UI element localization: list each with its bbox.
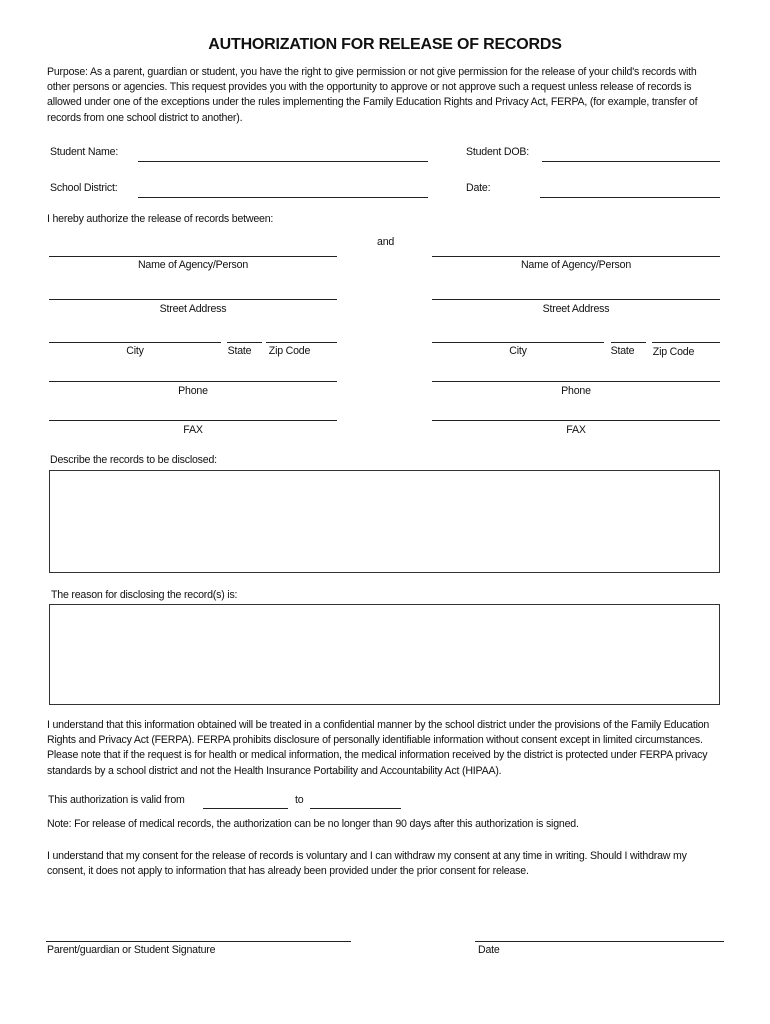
student-dob-label: Student DOB: (466, 146, 529, 158)
school-district-label: School District: (50, 182, 118, 194)
and-text: and (377, 236, 395, 248)
left-name-field[interactable] (49, 256, 337, 257)
right-name-caption: Name of Agency/Person (520, 259, 632, 271)
student-name-field[interactable] (138, 161, 428, 162)
authorize-text: I hereby authorize the release of records between: (47, 213, 274, 225)
valid-from-field[interactable] (203, 808, 288, 809)
left-phone-field[interactable] (49, 381, 337, 382)
signature-date-label: Date (478, 944, 500, 956)
valid-from-label: This authorization is valid from (48, 794, 185, 806)
right-phone-caption: Phone (561, 385, 591, 397)
right-fax-caption: FAX (566, 424, 586, 436)
signature-field[interactable] (46, 941, 351, 942)
right-zip-field[interactable] (652, 342, 720, 343)
left-fax-field[interactable] (49, 420, 337, 421)
right-city-caption: City (509, 345, 527, 357)
purpose-paragraph: Purpose: As a parent, guardian or student, you have the right to give permission or not give permission for the release of your child's records with other persons or agencies. This request provides you with the opportunity to approve or not approve such a request unless release of records is allowed under one of the exceptions under the rules implementing the Family Education Rights and Privacy Act, FERPA, (for example, transfer of records from one school district to another). (47, 66, 698, 124)
left-street-field[interactable] (49, 299, 337, 300)
left-zip-caption: Zip Code (268, 345, 311, 357)
left-city-caption: City (126, 345, 144, 357)
date-field[interactable] (540, 197, 720, 198)
left-zip-field[interactable] (266, 342, 337, 343)
note-text: Note: For release of medical records, the authorization can be no longer than 90 days after this authorization is signed. (47, 818, 579, 830)
school-district-field[interactable] (138, 197, 428, 198)
understand-paragraph-2: I understand that my consent for the release of records is voluntary and I can withdraw my consent at any time in writing. Should I withdraw my consent, it does not apply to information that has already been provided under the prior consent for release. (47, 850, 687, 878)
reason-textarea[interactable] (49, 604, 720, 705)
right-zip-caption: Zip Code (652, 346, 695, 358)
valid-to-label: to (295, 794, 304, 806)
describe-records-textarea[interactable] (49, 470, 720, 573)
right-city-field[interactable] (432, 342, 604, 343)
right-name-field[interactable] (432, 256, 720, 257)
describe-label: Describe the records to be disclosed: (50, 454, 217, 466)
right-fax-field[interactable] (432, 420, 720, 421)
left-city-field[interactable] (49, 342, 221, 343)
right-street-caption: Street Address (542, 303, 610, 315)
right-phone-field[interactable] (432, 381, 720, 382)
signature-date-field[interactable] (475, 941, 724, 942)
right-state-caption: State (610, 345, 635, 357)
understand-paragraph-1: I understand that this information obtained will be treated in a confidential manner by the school district under the provisions of the Family Education Rights and Privacy Act (FERPA). FERPA prohibits disclosure of personally identifiable information without consent except in limited circumstances. Please note that if the request is for health or medical information, the medical information received by the district is protected under FERPA privacy standards by a school district and not the Health Insurance Portability and Accountability Act (HIPAA). (47, 719, 710, 777)
student-name-label: Student Name: (50, 146, 119, 158)
form-title: AUTHORIZATION FOR RELEASE OF RECORDS (208, 36, 562, 53)
left-state-caption: State (227, 345, 252, 357)
student-dob-field[interactable] (542, 161, 720, 162)
reason-label: The reason for disclosing the record(s) is: (51, 589, 238, 601)
left-phone-caption: Phone (178, 385, 208, 397)
right-street-field[interactable] (432, 299, 720, 300)
left-fax-caption: FAX (183, 424, 203, 436)
valid-to-field[interactable] (310, 808, 401, 809)
left-street-caption: Street Address (159, 303, 227, 315)
left-state-field[interactable] (227, 342, 262, 343)
signature-label: Parent/guardian or Student Signature (47, 944, 216, 956)
date-label: Date: (466, 182, 491, 194)
right-state-field[interactable] (611, 342, 646, 343)
left-name-caption: Name of Agency/Person (137, 259, 249, 271)
